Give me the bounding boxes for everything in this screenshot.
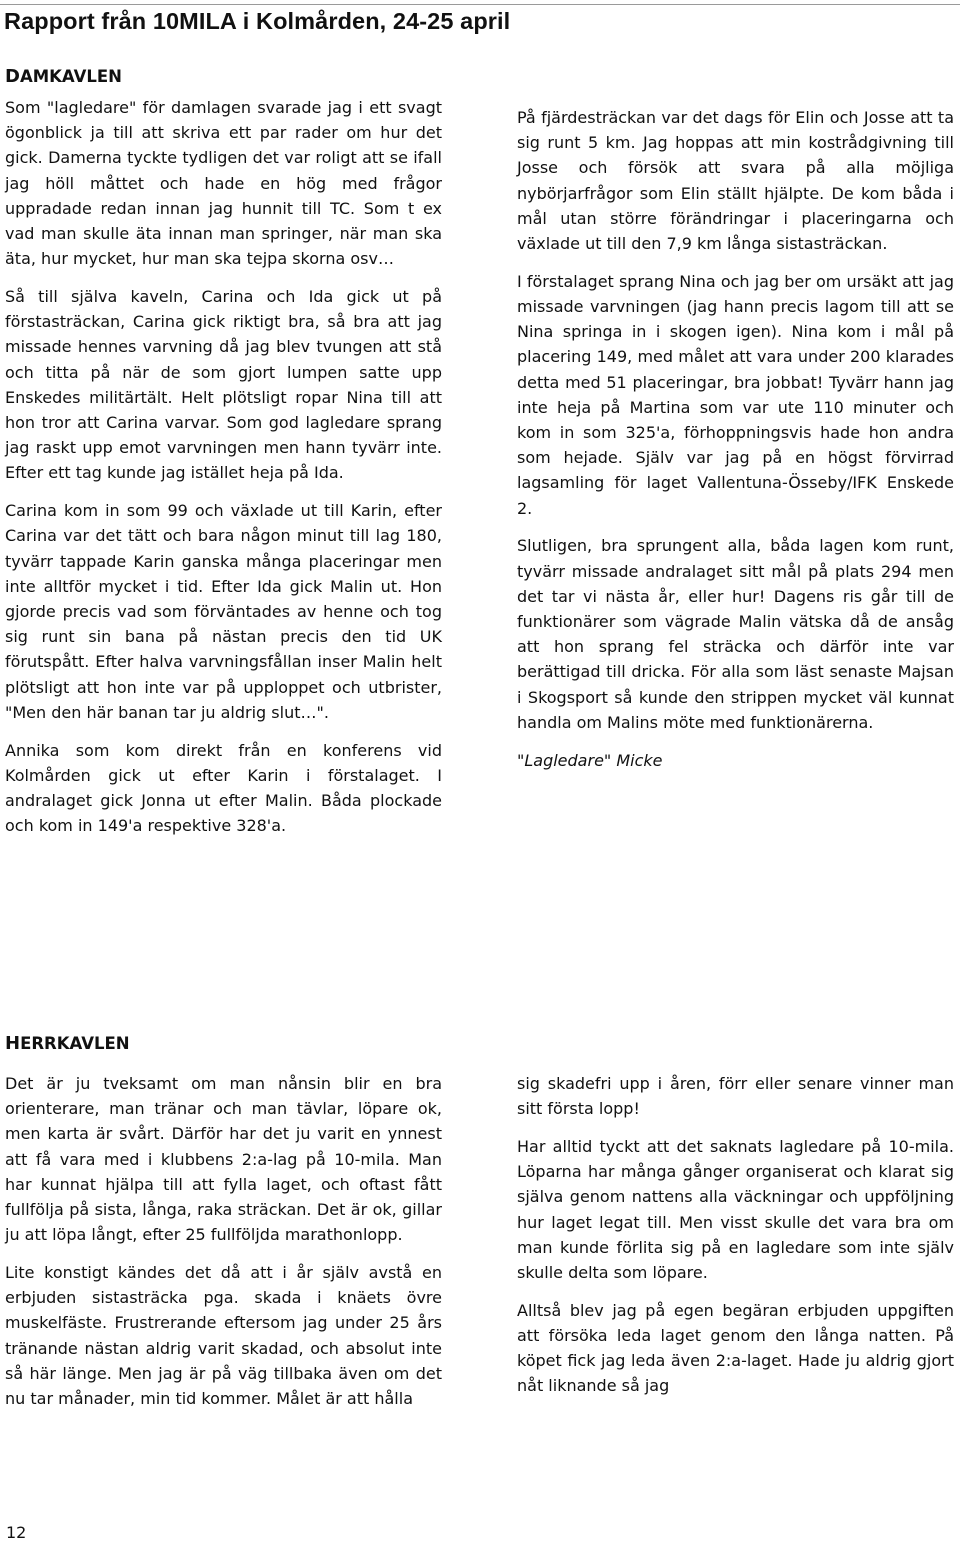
paragraph: Har alltid tyckt att det saknats lagledare på 10-mila. Löparna har många gånger organiserat och klarat sig själva genom nattens alla väckningar och uppföljning hur laget legat till. Men visst skulle det vara bra om man kunde förlita sig på en lagledare som inte själv skulle delta som löpare.	[517, 1137, 954, 1283]
signature: "Lagledare" Micke	[517, 750, 663, 770]
heading-rest: AMKAVLEN	[19, 67, 122, 86]
paragraph: I förstalaget sprang Nina och jag ber om ursäkt att jag missade varvningen (jag hann precis lagom till att se Nina springa in i skogen igen). Nina kom i mål på placering 149, med målet att vara under 200 klarades detta med 51 placeringar, bra jobbat! Tyvärr hann jag inte heja på Martina som var ute 110 minuter och kom in som 325'a, förhoppningsvis hade hon andra som hejade. Själv var jag på en högst förvirrad lagsamling för laget Vallentuna-Össeby/IFK Enskede 2.	[517, 271, 954, 518]
paragraph: Som "lagledare" för damlagen svarade jag i ett svagt ögonblick ja till att skriva ett par rader om hur det gick. Damerna tyckte tydligen det var roligt att se ifall jag höll måttet och hade en hög med frågor uppradade redan innan jag hunnit till TC. Som t ex vad man skulle äta innan man springer, när man ska äta, hur mycket, hur man ska tejpa skorna osv…	[5, 98, 442, 269]
paragraph: Alltså blev jag på egen begäran erbjuden uppgiften att försöka leda laget genom den långa natten. På köpet fick jag leda även 2:a-laget. Hade ju aldrig gjort nåt liknande så jag	[517, 1300, 954, 1396]
herrkavlen-right-column	[517, 1071, 954, 1399]
herrkavlen-left-column	[5, 1071, 442, 1411]
top-rule	[0, 4, 960, 5]
paragraph: Lite konstigt kändes det då att i år själv avstå en erbjuden sistasträcka pga. skada i knäets övre muskelfäste. Frustrerande eftersom jag under 25 års tränande nästan aldrig varit skadad, och absolut inte så här länge. Men jag är på väg tillbaka även om det nu tar månader, min tid kommer. Målet är att hålla	[5, 1263, 442, 1409]
paragraph: På fjärdesträckan var det dags för Elin och Josse att ta sig runt 5 km. Jag hoppas att min kostrådgivning till Josse och försök att svara på alla möjliga nybörjarfrågor som Elin ställt hjälpte. De kom båda i mål utan större förändringar i placeringarna och växlade ut till den 7,9 km långa sistasträckan.	[517, 108, 954, 254]
paragraph: Så till själva kaveln, Carina och Ida gick ut på förstasträckan, Carina gick riktigt bra, så bra att jag missade hennes varvning då jag blev tvungen att stå och titta på när de som gjort lumpen satte upp Enskedes militärtält. Helt plötsligt ropar Nina till att hon tror att Carina varvar. Som god lagledare sprang jag raskt upp emot varvningen men hann tyvärr inte. Efter ett tag kunde jag istället heja på Ida.	[5, 287, 442, 483]
page-number: 12	[6, 1523, 27, 1542]
heading-initial: H	[5, 1033, 21, 1054]
paragraph: Annika som kom direkt från en konferens vid Kolmården gick ut efter Karin i förstalaget. I andralaget gick Jonna ut efter Malin. Båda plockade och kom in 149'a respektive 328'a.	[5, 740, 442, 836]
section-heading-damkavlen	[5, 66, 122, 87]
paragraph: sig skadefri upp i åren, förr eller senare vinner man sitt första lopp!	[517, 1074, 954, 1119]
page-title: Rapport från 10MILA i Kolmården, 24-25 april	[4, 8, 511, 34]
heading-initial: D	[5, 66, 20, 87]
paragraph: Carina kom in som 99 och växlade ut till Karin, efter Carina var det tätt och bara någon minut till lag 180, tyvärr tappade Karin ganska många placeringar men inte alltför mycket i tid. Efter Ida gick Malin ut. Hon gjorde precis vad som förväntades av henne och tog sig runt sin bana på nästan precis den tid UK förutspått. Efter halva varvningsfållan inser Malin helt plötsligt att hon inte var på upploppet och utbrister, "Men den här banan tar ju aldrig slut…".	[5, 501, 442, 722]
paragraph: Det är ju tveksamt om man nånsin blir en bra orienterare, man tränar och man tävlar, löpare ok, men karta är svårt. Därför har det ju varit en ynnest att få vara med i klubbens 2:a-lag på 10-mila. Man har kunnat hjälpa till att fylla laget, och oftast fått fullfölja på sista, långa, raka sträckan. Det är ok, gillar ju att löpa långt, efter 25 fullföljda marathonlopp.	[5, 1074, 442, 1245]
heading-rest: ERRKAVLEN	[20, 1034, 130, 1053]
damkavlen-right-column	[517, 105, 954, 773]
paragraph: Slutligen, bra sprungent alla, båda lagen kom runt, tyvärr missade andralaget sitt mål på plats 294 men det tar vi nästa år, eller hur! Dagens ris går till de funktionärer som vägrade Malin vätska då de ansåg att hon sprang fel sträcka och därför inte var berättigad till dricka. För alla som läst senaste Majsan i Skogsport så kunde den strippen mycket väl kunnat handla om Malins möte med funktionärerna.	[517, 536, 954, 732]
section-heading-herrkavlen	[5, 1033, 130, 1054]
damkavlen-left-column	[5, 95, 442, 838]
